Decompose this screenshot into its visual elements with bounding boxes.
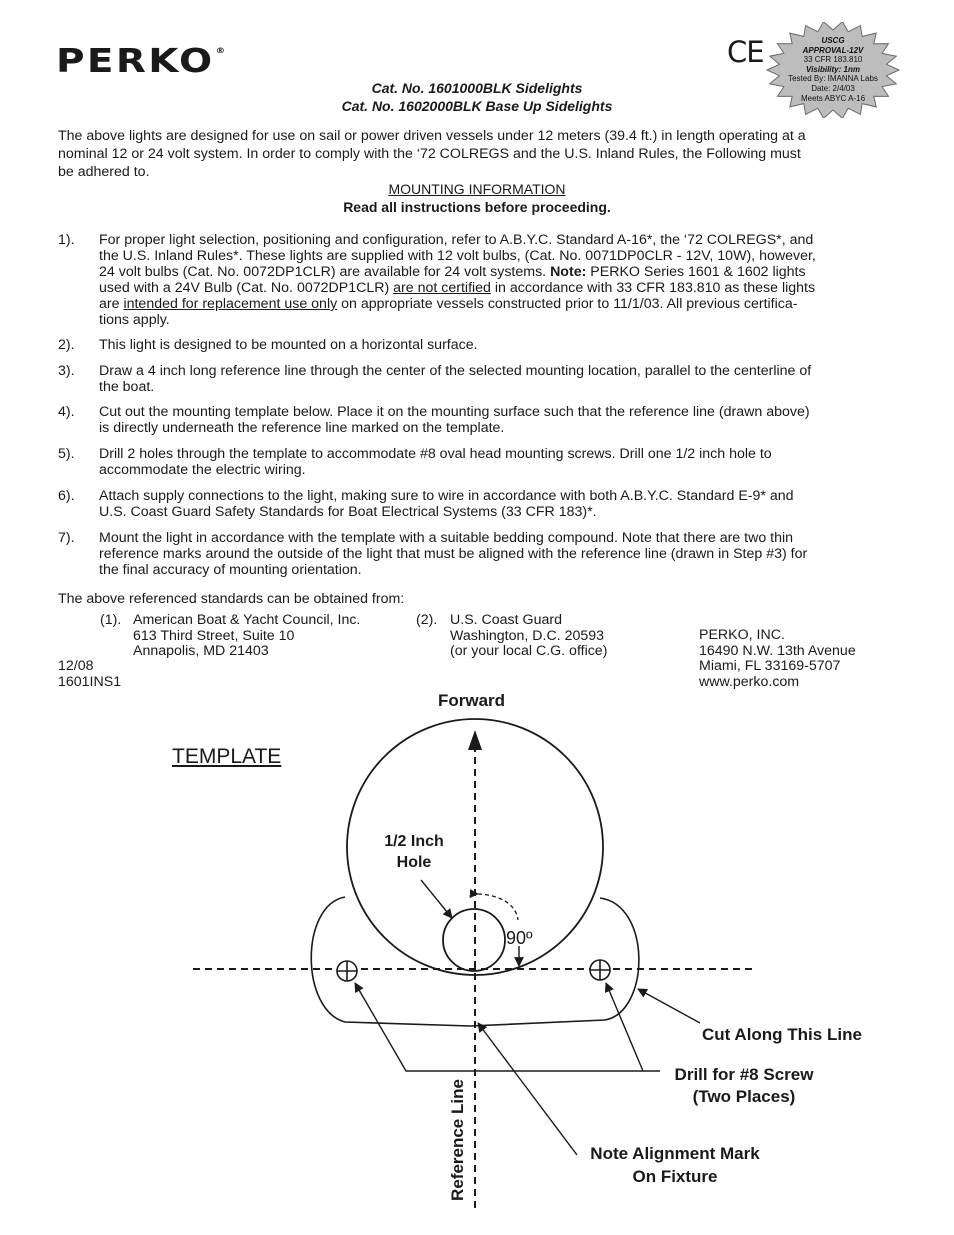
abyc-num: (1).	[100, 612, 122, 628]
step-3: 3). Draw a 4 inch long reference line through the center of the selected mounting location, parallel to the centerline of the boat.	[58, 363, 812, 395]
perko-logo: PERKO®	[56, 41, 226, 80]
angle-label: 90º	[506, 928, 533, 948]
abyc-address: American Boat & Yacht Council, Inc. 613 Third Street, Suite 10 Annapolis, MD 21403	[133, 612, 361, 659]
uscg-num: (2).	[416, 612, 438, 628]
step-6: 6). Attach supply connections to the light, making sure to wire in accordance with both A.B.Y.C. Standard E-9* and U.S. Coast Guard Safety Standards for Boat Electrical Systems (33 CFR 183)*.	[58, 488, 794, 520]
reference-line-label: Reference Line	[448, 1079, 467, 1201]
drill-label: Drill for #8 Screw (Two Places)	[674, 1065, 814, 1106]
drill-leader-left	[355, 983, 660, 1071]
screw-hole-left	[337, 961, 357, 981]
screw-hole-right	[590, 960, 610, 980]
catalog-title-2: Cat. No. 1602000BLK Base Up Sidelights	[341, 98, 613, 114]
cut-line-label: Cut Along This Line	[702, 1025, 862, 1044]
alignment-label: Note Alignment Mark On Fixture	[590, 1144, 760, 1186]
hole-label: 1/2 Inch Hole	[384, 833, 444, 871]
cut-leader	[638, 989, 700, 1023]
step-4: 4). Cut out the mounting template below. Place it on the mounting surface such that the reference line (drawn above) is directly underneath the reference line marked on the template.	[58, 404, 810, 436]
section-subheading: Read all instructions before proceeding.	[343, 199, 611, 215]
uscg-address: U.S. Coast Guard Washington, D.C. 20593 (or your local C.G. office)	[450, 612, 608, 659]
ce-mark: CE	[727, 35, 764, 69]
step-5: 5). Drill 2 holes through the template to accommodate #8 oval head mounting screws. Drill one 1/2 inch hole to accommodate the electric wiring.	[58, 446, 772, 478]
alignment-leader	[478, 1023, 577, 1155]
perko-website-link[interactable]: www.perko.com	[699, 673, 800, 690]
approval-seal-text: USCG APPROVAL-12V 33 CFR 183.810 Visibility: 1nm Tested By: IMANNA Labs Date: 2/4/03 Meets ABYC A-16	[788, 36, 878, 103]
section-heading: MOUNTING INFORMATION	[388, 181, 566, 197]
perko-address: PERKO, INC. 16490 N.W. 13th Avenue Miami, FL 33169-5707 www.perko.com	[699, 627, 856, 690]
intro-paragraph: The above lights are designed for use on sail or power driven vessels under 12 meters (39.4 ft.) in length operating at a nominal 12 or 24 volt system. In order to comply with the ‘72 COLREGS and the U.S. Inland Rules, the Following must be adhered to.	[58, 128, 806, 180]
step-2: 2). This light is designed to be mounted on a horizontal surface.	[58, 337, 478, 353]
catalog-title-1: Cat. No. 1601000BLK Sidelights	[371, 80, 583, 96]
drill-leader-right	[606, 983, 643, 1071]
step-7: 7). Mount the light in accordance with the template with a suitable bedding compound. Note that there are two thin reference marks around the outside of the light that must be aligned with the reference line (drawn in Step #3) for the final accuracy of mounting orientation.	[58, 530, 808, 578]
forward-label: Forward	[438, 691, 506, 710]
step-1: 1). For proper light selection, positioning and configuration, refer to A.B.Y.C. Standard A-16*, the ‘72 COLREGS*, and the U.S. Inland Rules*. These lights are supplied with 12 volt bulbs, (Cat. No. 0071DP0CLR - 12V, 10W), however, 24 volt bulbs (Cat. No. 0072DP1CLR) are available for 24 volt systems. Note: PERKO Series 1601 & 1602 lights used with a 24V Bulb (Cat. No. 0072DP1CLR) are not certified in accordance with 33 CFR 183.810 as these lights are intended for replacement use only on appropriate vessels constructed prior to 11/1/03. All previous certifica- tions apply.	[58, 232, 816, 328]
standards-intro: The above referenced standards can be obtained from:	[58, 591, 405, 607]
document-code: 12/08 1601INS1	[58, 658, 122, 690]
template-title: TEMPLATE	[172, 745, 282, 768]
